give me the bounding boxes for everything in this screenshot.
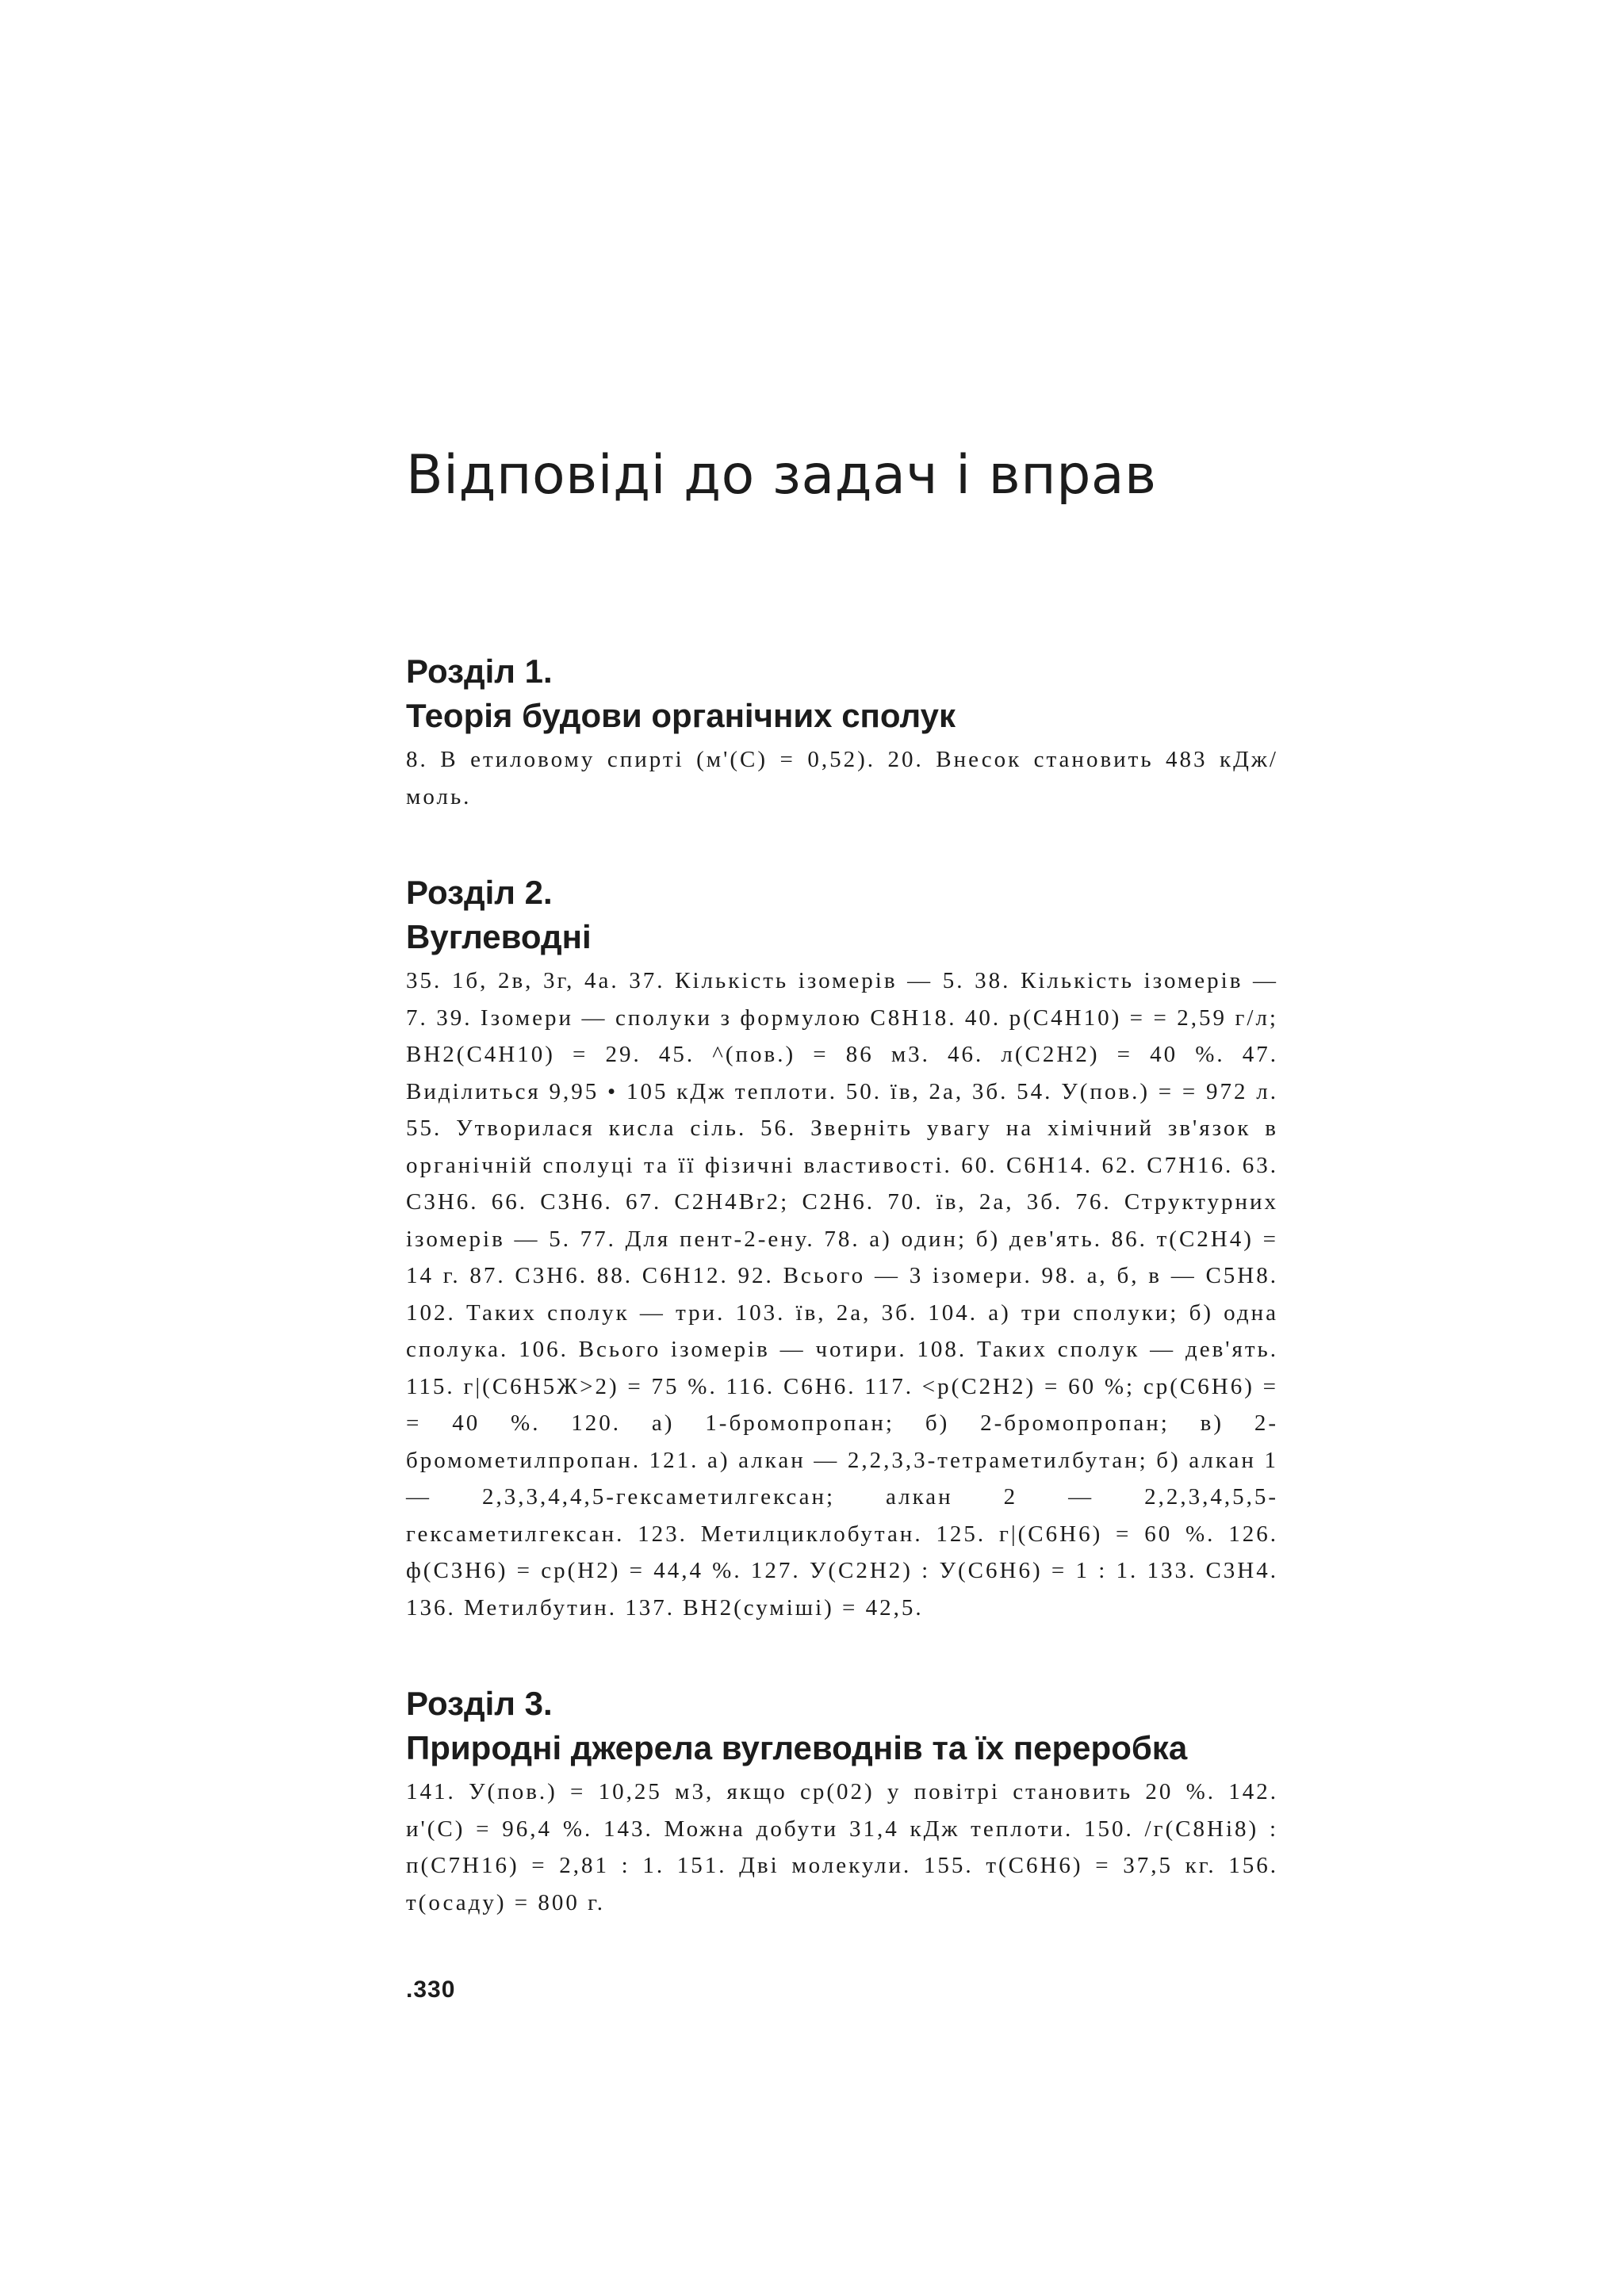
section-answers: 8. В етиловому спирті (м'(С) = 0,52). 20. Внесок становить 483 кДж/моль.: [406, 747, 1278, 809]
section-3: [406, 1682, 1278, 1921]
section-number: Розділ 2.: [406, 874, 553, 911]
section-2: [406, 871, 1278, 1626]
section-1: [406, 649, 1278, 815]
section-number: Розділ 3.: [406, 1685, 553, 1722]
section-answers: 35. 1б, 2в, 3г, 4а. 37. Кількість ізомерів — 5. 38. Кількість ізомерів — 7. 39. Ізомери — сполуки з формулою C8H18. 40. р(C4H10) = = 2,59 г/л; BH2(C4H10) = 29. 45. ^(пов.) = 86 м3. 46. л(C2H2) = 40 %. 47. Виділиться 9,95 • 105 кДж теплоти. 50. їв, 2а, 3б. 54. У(пов.) = = 972 л. 55. Утворилася кисла сіль. 56. Зверніть увагу на хімічний зв'язок в органічній сполуці та її фізичні властивості. 60. C6H14. 62. C7H16. 63. C3H6. 66. C3H6. 67. C2H4Br2; C2H6. 70. їв, 2а, 3б. 76. Структурних ізомерів — 5. 77. Для пент-2-ену. 78. а) один; б) дев'ять. 86. т(C2H4) = 14 г. 87. C3H6. 88. C6H12. 92. Всього — 3 ізомери. 98. а, б, в — C5H8. 102. Таких сполук — три. 103. їв, 2а, 3б. 104. а) три сполуки; б) одна сполука. 106. Всього ізомерів — чотири. 108. Таких сполук — дев'ять. 115. г|(C6H5Ж>2) = 75 %. 116. C6H6. 117. <р(C2H2) = 60 %; ср(C6H6) = = 40 %. 120. а) 1-бромопропан; б) 2-бромопропан; в) 2-бромометилпропан. 121. а) алкан — 2,2,3,3-тетраметилбутан; б) алкан 1 — 2,3,3,4,4,5-гексаметилгексан; алкан 2 — 2,2,3,4,5,5-гексаметилгексан. 123. Метилциклобутан. 125. г|(C6H6) = 60 %. 126. ф(C3H6) = ср(H2) = 44,4 %. 127. У(C2H2) : У(C6H6) = 1 : 1. 133. C3H4. 136. Метилбутин. 137. BH2(суміші) = 42,5.: [406, 968, 1278, 1621]
section-title: Теорія будови органічних сполук: [406, 697, 956, 734]
section-title: Вуглеводні: [406, 918, 592, 955]
section-number: Розділ 1.: [406, 652, 553, 690]
page-title: Відповіді до задач і вправ: [406, 444, 1157, 507]
section-title: Природні джерела вуглеводнів та їх переробка: [406, 1729, 1188, 1766]
section-answers: 141. У(пов.) = 10,25 м3, якщо ср(02) у повітрі становить 20 %. 142. и'(С) = 96,4 %. 143. Можна добути 31,4 кДж теплоти. 150. /г(C8Hi8) : п(C7H16) = 2,81 : 1. 151. Дві молекули. 155. т(C6H6) = 37,5 кг. 156. т(осаду) = 800 г.: [406, 1779, 1278, 1915]
page-content: [406, 444, 1278, 2003]
page-number: .330: [406, 1976, 456, 2003]
